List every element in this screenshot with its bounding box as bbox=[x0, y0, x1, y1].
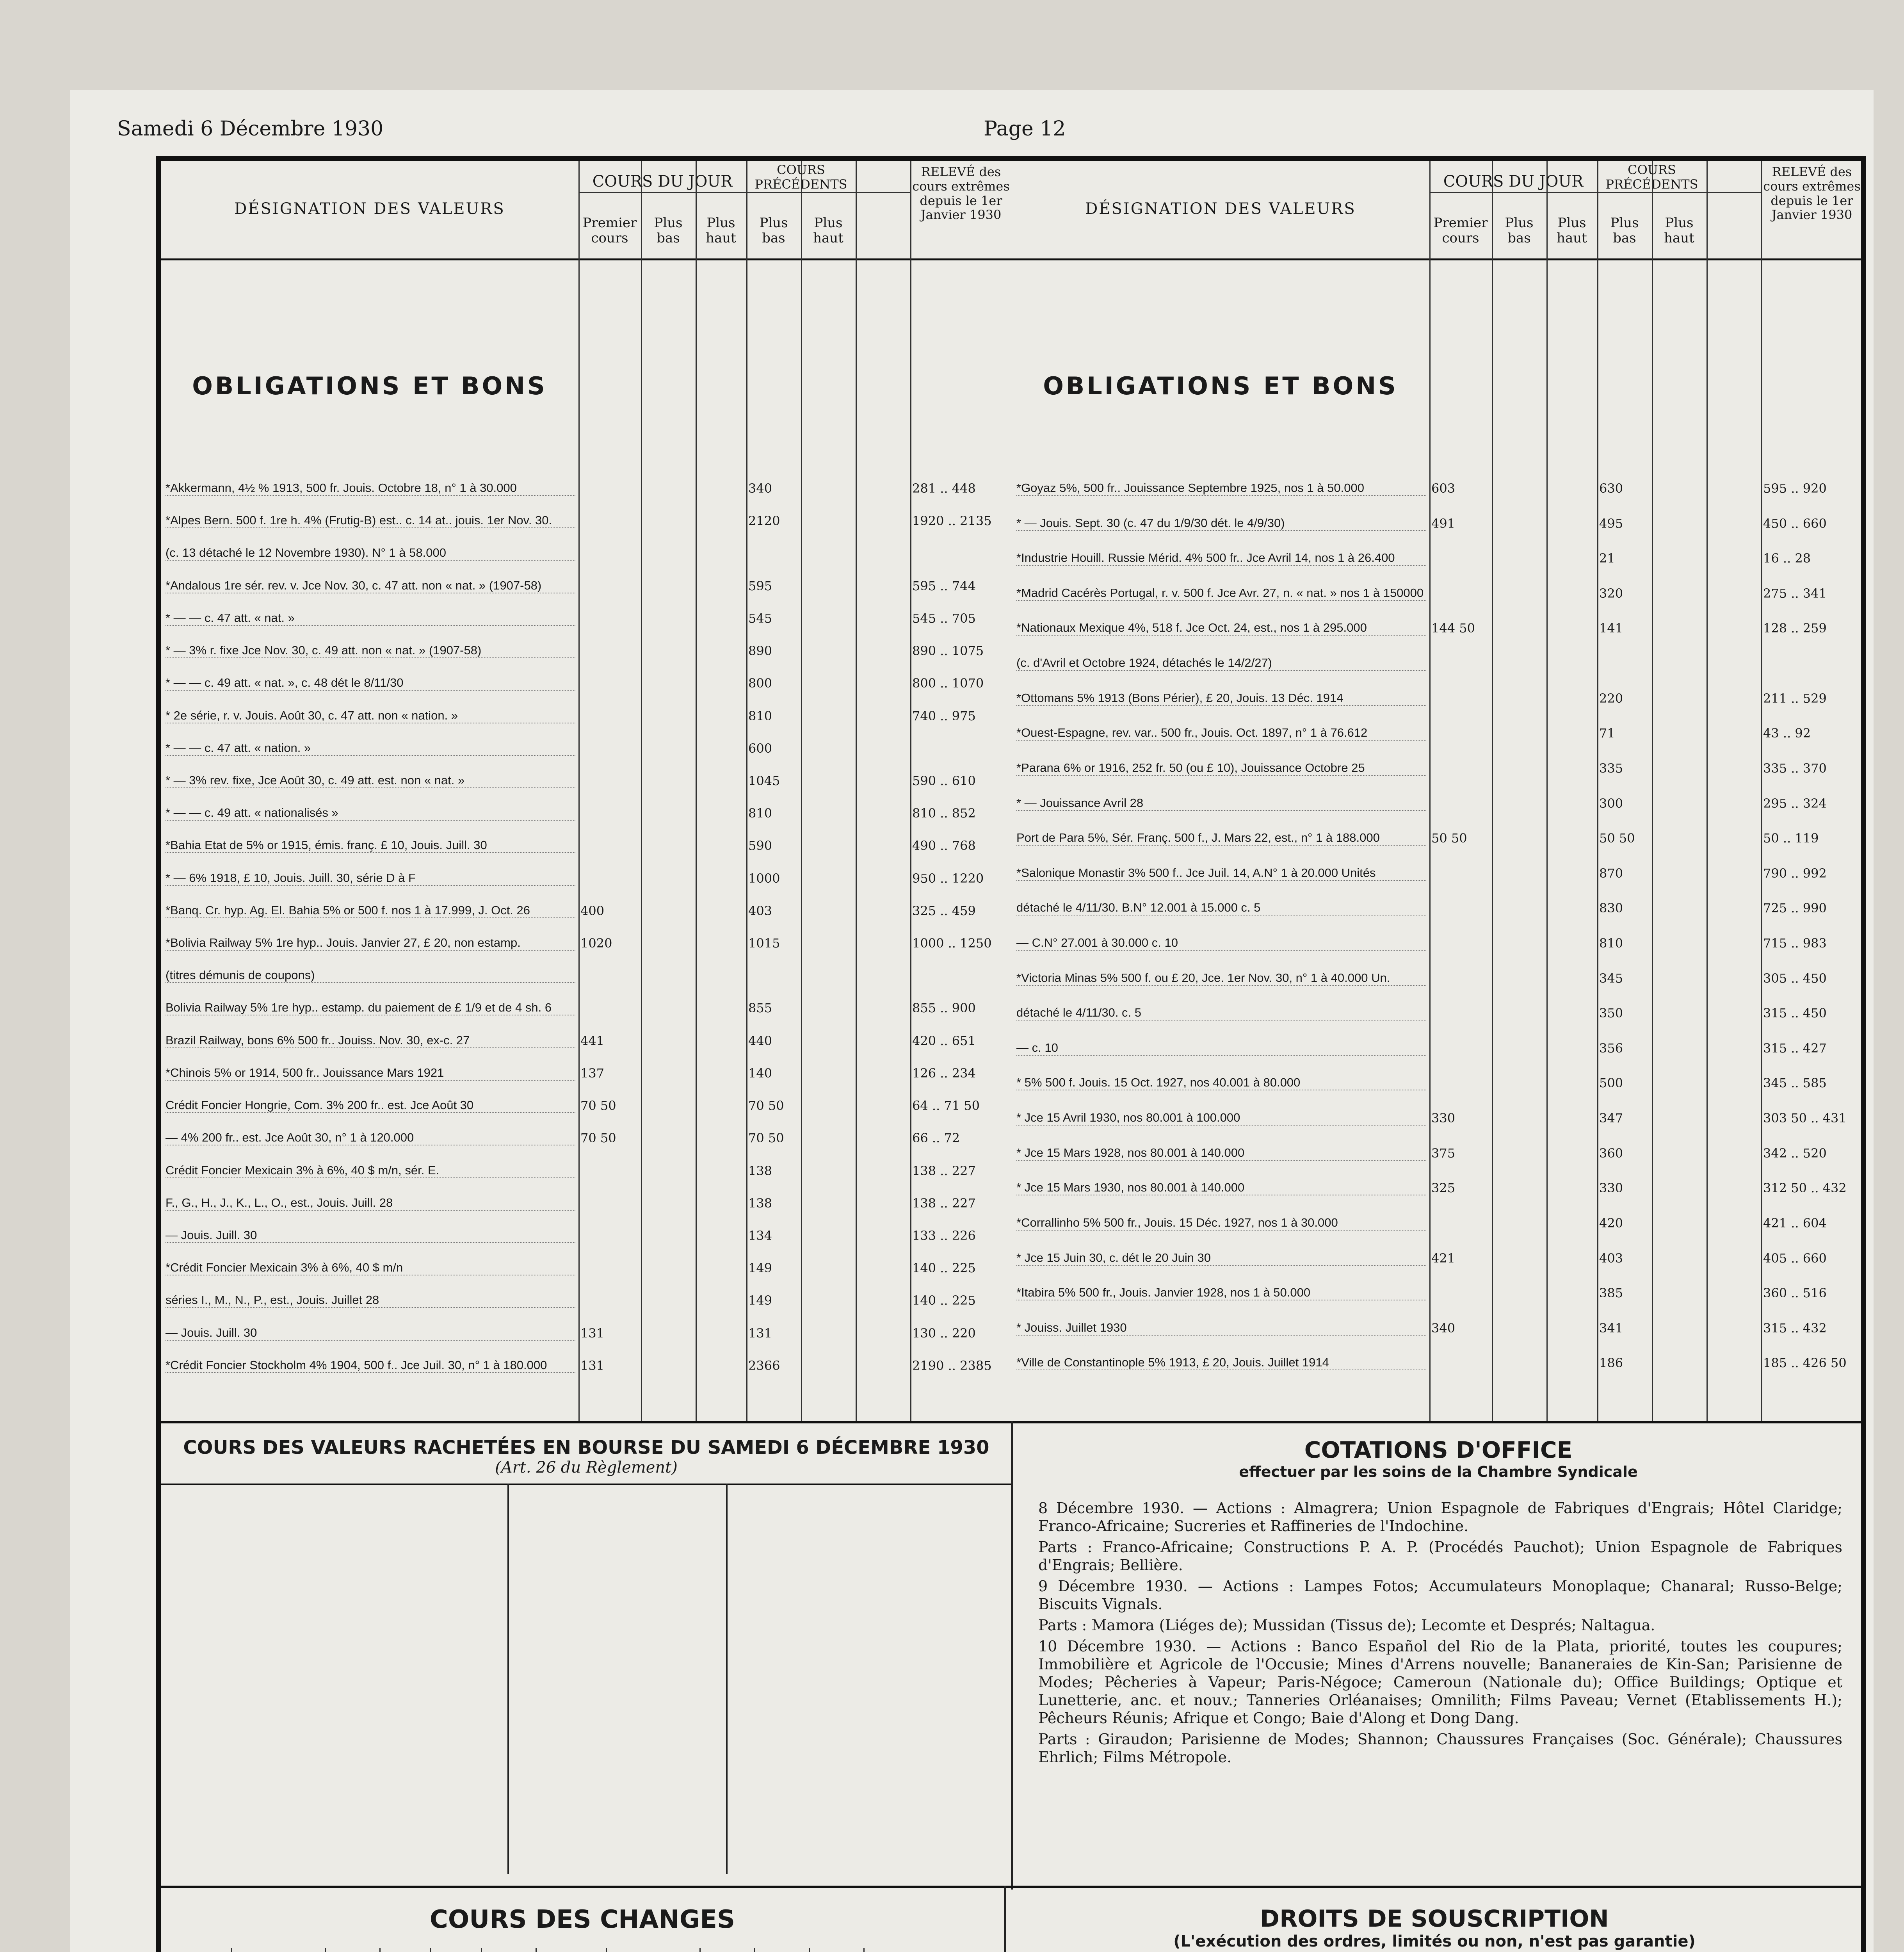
table-row-cours-prec: 403 bbox=[1599, 1250, 1623, 1266]
table-row-name: *Andalous 1re sér. rev. v. Jce Nov. 30, c. 47 att. non « nat. » (1907-58) bbox=[165, 579, 575, 593]
column-rule bbox=[1429, 161, 1431, 1422]
cotation-line: 8 Décembre 1930. — Actions : Almagrera; Union Espagnole de Fabriques d'Engrais; Hôtel Claridge; Franco-Africaine; Sucreries et Raffineries de l'Indochine. bbox=[1038, 1500, 1842, 1535]
table-row-cours-prec: 140 bbox=[748, 1065, 772, 1081]
divider bbox=[507, 1484, 509, 1874]
table-row-releve: 138 .. 227 bbox=[912, 1195, 976, 1211]
table-row-name: F., G., H., J., K., L., O., est., Jouis. Juill. 28 bbox=[165, 1196, 575, 1211]
table-row-cours-prec: 830 bbox=[1599, 901, 1623, 916]
table-row-name: Brazil Railway, bons 6% 500 fr.. Jouiss. Nov. 30, ex-c. 27 bbox=[165, 1033, 575, 1048]
header-rule bbox=[1597, 192, 1761, 193]
table-row-releve: 16 .. 28 bbox=[1763, 551, 1811, 566]
table-row-name: — C.N° 27.001 à 30.000 c. 10 bbox=[1016, 936, 1426, 951]
obligations-right-table bbox=[1012, 161, 1863, 1422]
table-row-cours-prec: 545 bbox=[748, 611, 772, 626]
cotation-line: 9 Décembre 1930. — Actions : Lampes Fotos; Accumulateurs Monoplaque; Chanaral; Russo-Belge; Biscuits Vignals. bbox=[1038, 1578, 1842, 1613]
table-row-releve: 1920 .. 2135 bbox=[912, 513, 992, 529]
table-row-cours-prec: 356 bbox=[1599, 1040, 1623, 1056]
cours-precedents-header: COURS PRÉCÉDENTS bbox=[754, 162, 847, 192]
divider bbox=[161, 1484, 1012, 1485]
table-row-cours-prec: 420 bbox=[1599, 1215, 1623, 1231]
column-rule bbox=[801, 161, 802, 1422]
table-row-name: *Ottomans 5% 1913 (Bons Périer), £ 20, Jouis. 13 Déc. 1914 bbox=[1016, 691, 1426, 706]
table-row-cours-prec: 138 bbox=[748, 1163, 772, 1178]
header-rule bbox=[578, 192, 746, 193]
table-row-name: (titres démunis de coupons) bbox=[165, 968, 575, 983]
table-row-releve: 450 .. 660 bbox=[1763, 516, 1827, 531]
plus-bas-header: Plus bas bbox=[1505, 215, 1534, 246]
table-row-name: (c. d'Avril et Octobre 1924, détachés le 14/2/27) bbox=[1016, 656, 1426, 671]
table-row-premier: 375 bbox=[1431, 1145, 1456, 1161]
table-row-releve: 725 .. 990 bbox=[1763, 901, 1827, 916]
table-row-releve: 315 .. 450 bbox=[1763, 1006, 1827, 1021]
rachetees-subtitle: (Art. 26 du Règlement) bbox=[495, 1459, 678, 1476]
table-row-releve: 890 .. 1075 bbox=[912, 643, 984, 659]
table-row-releve: 133 .. 226 bbox=[912, 1228, 976, 1243]
column-rule bbox=[536, 1948, 537, 1952]
table-row-name: * Jce 15 Mars 1928, nos 80.001 à 140.000 bbox=[1016, 1146, 1426, 1161]
table-row-name: *Itabira 5% 500 fr., Jouis. Janvier 1928, nos 1 à 50.000 bbox=[1016, 1286, 1426, 1300]
table-row-releve: 43 .. 92 bbox=[1763, 726, 1811, 741]
souscription-heading: DROITS DE SOUSCRIPTION bbox=[1260, 1905, 1609, 1932]
table-row-cours-prec: 50 50 bbox=[1599, 831, 1635, 846]
prec-plus-bas-header: Plus bas bbox=[759, 215, 788, 246]
table-row-premier: 491 bbox=[1431, 516, 1456, 531]
table-row-cours-prec: 71 bbox=[1599, 726, 1615, 741]
table-row-cours-prec: 2366 bbox=[748, 1358, 780, 1373]
table-row-cours-prec: 131 bbox=[748, 1325, 772, 1341]
table-row-premier: 340 bbox=[1431, 1320, 1456, 1336]
table-row-name: Bolivia Railway 5% 1re hyp.. estamp. du paiement de £ 1/9 et de 4 sh. 6 bbox=[165, 1001, 575, 1015]
table-row-name: *Salonique Monastir 3% 500 f.. Jce Juil. 14, A.N° 1 à 20.000 Unités bbox=[1016, 866, 1426, 881]
table-row-name: détaché le 4/11/30. B.N° 12.001 à 15.000 c. 5 bbox=[1016, 901, 1426, 915]
column-rule bbox=[379, 1948, 381, 1952]
table-row-cours-prec: 2120 bbox=[748, 513, 780, 529]
table-row-name: * 5% 500 f. Jouis. 15 Oct. 1927, nos 40.001 à 80.000 bbox=[1016, 1076, 1426, 1090]
table-row-releve: 855 .. 900 bbox=[912, 1001, 976, 1016]
column-rule bbox=[1597, 161, 1598, 1422]
table-row-premier: 131 bbox=[580, 1325, 605, 1341]
table-row-releve: 211 .. 529 bbox=[1763, 691, 1827, 706]
table-row-releve: 2190 .. 2385 bbox=[912, 1358, 992, 1373]
column-rule bbox=[863, 1948, 865, 1952]
table-row-name: * Jce 15 Avril 1930, nos 80.001 à 100.000 bbox=[1016, 1111, 1426, 1126]
cotation-line: Parts : Giraudon; Parisienne de Modes; Shannon; Chaussures Françaises (Soc. Générale); Chaussures Ehrlich; Films Métropole. bbox=[1038, 1731, 1842, 1766]
table-row-releve: 342 .. 520 bbox=[1763, 1145, 1827, 1161]
table-row-releve: 715 .. 983 bbox=[1763, 936, 1827, 951]
prec-plus-haut-header: Plus haut bbox=[1664, 215, 1694, 246]
table-row-cours-prec: 810 bbox=[748, 708, 772, 723]
table-row-name: *Parana 6% or 1916, 252 fr. 50 (ou £ 10), Jouissance Octobre 25 bbox=[1016, 761, 1426, 776]
section-title: OBLIGATIONS ET BONS bbox=[1043, 372, 1398, 400]
table-row-releve: 810 .. 852 bbox=[912, 806, 976, 821]
cotations-title bbox=[1015, 1437, 1862, 1480]
plus-haut-header: Plus haut bbox=[706, 215, 736, 246]
table-row-name: — c. 10 bbox=[1016, 1041, 1426, 1056]
table-row-releve: 545 .. 705 bbox=[912, 611, 976, 626]
table-row-name: *Crédit Foncier Stockholm 4% 1904, 500 f.. Jce Juil. 30, n° 1 à 180.000 bbox=[165, 1358, 575, 1373]
designation-header: DÉSIGNATION DES VALEURS bbox=[234, 200, 505, 218]
table-row-releve: 126 .. 234 bbox=[912, 1065, 976, 1081]
table-row-premier: 70 50 bbox=[580, 1098, 616, 1113]
releve-header: RELEVÉ des cours extrêmes depuis le 1er Janvier 1930 bbox=[912, 164, 1010, 223]
table-row-cours-prec: 855 bbox=[748, 1001, 772, 1016]
table-row-cours-prec: 870 bbox=[1599, 866, 1623, 881]
column-rule bbox=[1546, 161, 1548, 1422]
table-row-cours-prec: 320 bbox=[1599, 586, 1623, 601]
table-row-cours-prec: 335 bbox=[1599, 760, 1623, 776]
column-rule bbox=[1652, 161, 1653, 1422]
table-row-name: *Alpes Bern. 500 f. 1re h. 4% (Frutig-B) est.. c. 14 at.. jouis. 1er Nov. 30. bbox=[165, 513, 575, 528]
souscription-subtitle: (L'exécution des ordres, limités ou non, n'est pas garantie) bbox=[1173, 1932, 1696, 1950]
table-row-name: * — — c. 47 att. « nat. » bbox=[165, 611, 575, 626]
table-row-releve: 138 .. 227 bbox=[912, 1163, 976, 1178]
table-row-name: séries I., M., N., P., est., Jouis. Juillet 28 bbox=[165, 1293, 575, 1308]
table-row-releve: 595 .. 744 bbox=[912, 578, 976, 593]
table-row-name: — Jouis. Juill. 30 bbox=[165, 1326, 575, 1341]
table-row-releve: 360 .. 516 bbox=[1763, 1286, 1827, 1301]
table-row-cours-prec: 134 bbox=[748, 1228, 772, 1243]
table-row-cours-prec: 138 bbox=[748, 1195, 772, 1211]
table-row-cours-prec: 350 bbox=[1599, 1006, 1623, 1021]
table-row-cours-prec: 500 bbox=[1599, 1076, 1623, 1091]
table-row-name: *Banq. Cr. hyp. Ag. El. Bahia 5% or 500 f. nos 1 à 17.999, J. Oct. 26 bbox=[165, 903, 575, 918]
plus-haut-header: Plus haut bbox=[1557, 215, 1587, 246]
table-row-releve: 275 .. 341 bbox=[1763, 586, 1827, 601]
table-row-premier: 131 bbox=[580, 1358, 605, 1373]
cotation-line: 10 Décembre 1930. — Actions : Banco Español del Rio de la Plata, priorité, toutes les coupures; Immobilière et Agricole de l'Occusie; Mines d'Arrens nouvelle; Bananeraies de Kin-San; Parisienne de Modes; Pêcheries à Vapeur; Paris-Négoce; Cameroun (Nationale du); Office Buildings; Optique et Lunetterie, anc. et nouv.; Tanneries Orléanaises; Omnilith; Films Paveau; Vernet (Etablissements H.); Pêcheurs Réunis; Afrique et Congo; Baie d'Along et Dong Dang. bbox=[1038, 1638, 1842, 1727]
column-rule bbox=[856, 161, 857, 1422]
premier-header: Premier cours bbox=[582, 215, 637, 246]
table-row-name: * Jouiss. Juillet 1930 bbox=[1016, 1321, 1426, 1336]
table-row-releve: 325 .. 459 bbox=[912, 903, 976, 918]
table-row-premier: 441 bbox=[580, 1033, 605, 1048]
table-row-cours-prec: 330 bbox=[1599, 1181, 1623, 1196]
table-row-cours-prec: 440 bbox=[748, 1033, 772, 1048]
table-row-cours-prec: 1045 bbox=[748, 773, 780, 788]
table-row-releve: 595 .. 920 bbox=[1763, 481, 1827, 496]
page-header bbox=[117, 109, 1795, 156]
table-row-name: *Goyaz 5%, 500 fr.. Jouissance Septembre 1925, nos 1 à 50.000 bbox=[1016, 481, 1426, 496]
table-row-name: * — — c. 47 att. « nation. » bbox=[165, 741, 575, 756]
column-rule bbox=[641, 161, 642, 1422]
column-rule bbox=[578, 161, 580, 1422]
table-row-name: *Madrid Cacérès Portugal, r. v. 500 f. Jce Avr. 27, n. « nat. » nos 1 à 150000 bbox=[1016, 586, 1426, 601]
header-rule bbox=[746, 192, 910, 193]
table-row-name: (c. 13 détaché le 12 Novembre 1930). N° 1 à 58.000 bbox=[165, 546, 575, 561]
column-rule bbox=[606, 1948, 607, 1952]
column-rule bbox=[1761, 161, 1762, 1422]
table-row-name: * — 3% rev. fixe, Jce Août 30, c. 49 att. est. non « nat. » bbox=[165, 773, 575, 788]
table-row-name: *Crédit Foncier Mexicain 3% à 6%, 40 $ m/n bbox=[165, 1261, 575, 1275]
table-row-releve: 1000 .. 1250 bbox=[912, 936, 992, 951]
designation-header: DÉSIGNATION DES VALEURS bbox=[1085, 200, 1356, 218]
column-rule bbox=[231, 1948, 232, 1952]
table-row-name: Crédit Foncier Mexicain 3% à 6%, 40 $ m/n, sér. E. bbox=[165, 1163, 575, 1178]
table-row-cours-prec: 186 bbox=[1599, 1355, 1623, 1371]
table-row-cours-prec: 360 bbox=[1599, 1145, 1623, 1161]
table-row-releve: 335 .. 370 bbox=[1763, 760, 1827, 776]
table-row-cours-prec: 345 bbox=[1599, 971, 1623, 986]
table-row-releve: 305 .. 450 bbox=[1763, 971, 1827, 986]
table-row-releve: 315 .. 427 bbox=[1763, 1040, 1827, 1056]
table-row-name: * — Jouissance Avril 28 bbox=[1016, 796, 1426, 811]
column-rule bbox=[481, 1948, 482, 1952]
cotation-line: Parts : Franco-Africaine; Constructions P. A. P. (Procédés Pauchot); Union Espagnole de Fabriques d'Engrais; Bellière. bbox=[1038, 1539, 1842, 1574]
table-row-name: — Jouis. Juill. 30 bbox=[165, 1228, 575, 1243]
table-row-cours-prec: 385 bbox=[1599, 1286, 1623, 1301]
divider bbox=[161, 1886, 1863, 1888]
table-row-releve: 130 .. 220 bbox=[912, 1325, 976, 1341]
column-rule bbox=[754, 1948, 755, 1952]
table-row-releve: 740 .. 975 bbox=[912, 708, 976, 723]
table-row-name: détaché le 4/11/30. c. 5 bbox=[1016, 1006, 1426, 1021]
divider bbox=[1011, 1421, 1013, 1890]
plus-bas-header: Plus bas bbox=[654, 215, 683, 246]
table-row-premier: 400 bbox=[580, 903, 605, 918]
table-row-releve: 128 .. 259 bbox=[1763, 621, 1827, 636]
table-row-cours-prec: 347 bbox=[1599, 1111, 1623, 1126]
souscription-title bbox=[1007, 1905, 1862, 1950]
table-row-releve: 420 .. 651 bbox=[912, 1033, 976, 1048]
table-row-cours-prec: 630 bbox=[1599, 481, 1623, 496]
table-row-cours-prec: 220 bbox=[1599, 691, 1623, 706]
obligations-left-table bbox=[161, 161, 1012, 1422]
header-rule bbox=[161, 258, 1012, 260]
column-rule bbox=[325, 1948, 326, 1952]
cotations-subtitle: effectuer par les soins de la Chambre Syndicale bbox=[1239, 1463, 1638, 1480]
table-row-releve: 590 .. 610 bbox=[912, 773, 976, 788]
table-row-releve: 421 .. 604 bbox=[1763, 1215, 1827, 1231]
table-row-cours-prec: 810 bbox=[1599, 936, 1623, 951]
table-row-name: * Jce 15 Juin 30, c. dét le 20 Juin 30 bbox=[1016, 1251, 1426, 1266]
cotation-line: Parts : Mamora (Liéges de); Mussidan (Tissus de); Lecomte et Després; Naltagua. bbox=[1038, 1617, 1655, 1634]
table-row-cours-prec: 21 bbox=[1599, 551, 1615, 566]
cours-du-jour-header: COURS DU JOUR bbox=[1443, 173, 1584, 191]
table-row-cours-prec: 149 bbox=[748, 1293, 772, 1308]
table-row-name: *Ouest-Espagne, rev. var.. 500 fr., Jouis. Oct. 1897, n° 1 à 76.612 bbox=[1016, 726, 1426, 741]
prec-plus-haut-header: Plus haut bbox=[813, 215, 843, 246]
table-row-premier: 144 50 bbox=[1431, 621, 1475, 636]
table-row-cours-prec: 300 bbox=[1599, 796, 1623, 811]
table-row-cours-prec: 340 bbox=[748, 481, 772, 496]
table-row-premier: 70 50 bbox=[580, 1131, 616, 1146]
table-row-cours-prec: 403 bbox=[748, 903, 772, 918]
column-rule bbox=[809, 1948, 810, 1952]
divider bbox=[1004, 1886, 1006, 1952]
table-row-name: *Bahia Etat de 5% or 1915, émis. franç. £ 10, Jouis. Juill. 30 bbox=[165, 838, 575, 853]
table-row-releve: 185 .. 426 50 bbox=[1763, 1355, 1847, 1371]
prec-plus-bas-header: Plus bas bbox=[1610, 215, 1639, 246]
page-number: Page 12 bbox=[984, 117, 1066, 141]
table-row-name: * — 3% r. fixe Jce Nov. 30, c. 49 att. non « nat. » (1907-58) bbox=[165, 643, 575, 658]
table-row-premier: 325 bbox=[1431, 1181, 1456, 1196]
table-row-releve: 140 .. 225 bbox=[912, 1261, 976, 1276]
table-row-premier: 50 50 bbox=[1431, 831, 1467, 846]
table-row-cours-prec: 600 bbox=[748, 741, 772, 756]
premier-header: Premier cours bbox=[1433, 215, 1488, 246]
table-row-name: *Industrie Houill. Russie Mérid. 4% 500 fr.. Jce Avril 14, nos 1 à 26.400 bbox=[1016, 551, 1426, 566]
table-row-name: *Akkermann, 4½ % 1913, 500 fr. Jouis. Octobre 18, n° 1 à 30.000 bbox=[165, 481, 575, 496]
header-rule bbox=[1012, 258, 1863, 260]
divider bbox=[726, 1484, 728, 1874]
table-row-cours-prec: 595 bbox=[748, 578, 772, 593]
table-row-name: * 2e série, r. v. Jouis. Août 30, c. 47 att. non « nation. » bbox=[165, 709, 575, 723]
table-row-releve: 800 .. 1070 bbox=[912, 676, 984, 691]
table-row-name: *Chinois 5% or 1914, 500 fr.. Jouissance Mars 1921 bbox=[165, 1066, 575, 1081]
releve-header: RELEVÉ des cours extrêmes depuis le 1er Janvier 1930 bbox=[1763, 164, 1861, 223]
table-row-name: *Bolivia Railway 5% 1re hyp.. Jouis. Janvier 27, £ 20, non estamp. bbox=[165, 936, 575, 951]
table-row-cours-prec: 590 bbox=[748, 838, 772, 853]
table-row-cours-prec: 149 bbox=[748, 1261, 772, 1276]
changes-table bbox=[161, 1948, 1004, 1952]
table-row-premier: 137 bbox=[580, 1065, 605, 1081]
header-rule bbox=[1429, 192, 1597, 193]
changes-title: COURS DES CHANGES bbox=[429, 1905, 735, 1934]
table-row-premier: 421 bbox=[1431, 1250, 1456, 1266]
table-row-releve: 66 .. 72 bbox=[912, 1131, 960, 1146]
column-rule bbox=[1492, 161, 1493, 1422]
table-row-name: *Ville de Constantinople 5% 1913, £ 20, Jouis. Juillet 1914 bbox=[1016, 1355, 1426, 1370]
column-rule bbox=[696, 161, 697, 1422]
table-row-name: *Corrallinho 5% 500 fr., Jouis. 15 Déc. 1927, nos 1 à 30.000 bbox=[1016, 1216, 1426, 1231]
table-row-cours-prec: 1000 bbox=[748, 871, 780, 886]
table-row-name: * — — c. 49 att. « nat. », c. 48 dét le 8/11/30 bbox=[165, 676, 575, 691]
table-row-releve: 50 .. 119 bbox=[1763, 831, 1819, 846]
cotations-body bbox=[1038, 1499, 1842, 1769]
table-row-cours-prec: 800 bbox=[748, 676, 772, 691]
table-row-releve: 315 .. 432 bbox=[1763, 1320, 1827, 1336]
table-row-releve: 312 50 .. 432 bbox=[1763, 1181, 1847, 1196]
table-row-cours-prec: 70 50 bbox=[748, 1098, 784, 1113]
table-row-releve: 790 .. 992 bbox=[1763, 866, 1827, 881]
header-date: Samedi 6 Décembre 1930 bbox=[117, 117, 384, 141]
table-row-name: * Jce 15 Mars 1930, nos 80.001 à 140.000 bbox=[1016, 1181, 1426, 1195]
column-rule bbox=[699, 1948, 701, 1952]
table-row-name: *Nationaux Mexique 4%, 518 f. Jce Oct. 24, est., nos 1 à 295.000 bbox=[1016, 621, 1426, 636]
cours-precedents-header: COURS PRÉCÉDENTS bbox=[1605, 162, 1698, 192]
table-row-releve: 281 .. 448 bbox=[912, 481, 976, 496]
table-row-name: Crédit Foncier Hongrie, Com. 3% 200 fr.. est. Jce Août 30 bbox=[165, 1098, 575, 1113]
table-row-name: — 4% 200 fr.. est. Jce Août 30, n° 1 à 120.000 bbox=[165, 1131, 575, 1145]
table-row-cours-prec: 495 bbox=[1599, 516, 1623, 531]
table-row-releve: 950 .. 1220 bbox=[912, 871, 984, 886]
table-row-cours-prec: 810 bbox=[748, 806, 772, 821]
table-row-cours-prec: 70 50 bbox=[748, 1131, 784, 1146]
column-rule bbox=[910, 161, 911, 1422]
table-row-releve: 490 .. 768 bbox=[912, 838, 976, 853]
column-rule bbox=[746, 161, 747, 1422]
table-row-cours-prec: 141 bbox=[1599, 621, 1623, 636]
table-row-name: *Victoria Minas 5% 500 f. ou £ 20, Jce. 1er Nov. 30, n° 1 à 40.000 Un. bbox=[1016, 971, 1426, 986]
table-row-premier: 1020 bbox=[580, 936, 612, 951]
table-row-cours-prec: 341 bbox=[1599, 1320, 1623, 1336]
table-row-releve: 405 .. 660 bbox=[1763, 1250, 1827, 1266]
table-row-releve: 295 .. 324 bbox=[1763, 796, 1827, 811]
table-row-premier: 330 bbox=[1431, 1111, 1456, 1126]
rachetees-title bbox=[161, 1437, 1012, 1476]
table-row-name: * — 6% 1918, £ 10, Jouis. Juill. 30, série D à F bbox=[165, 871, 575, 886]
cotations-heading: COTATIONS D'OFFICE bbox=[1304, 1437, 1573, 1463]
table-row-cours-prec: 890 bbox=[748, 643, 772, 659]
table-row-releve: 140 .. 225 bbox=[912, 1293, 976, 1308]
section-title: OBLIGATIONS ET BONS bbox=[192, 372, 547, 400]
column-rule bbox=[430, 1948, 431, 1952]
rachetees-heading: COURS DES VALEURS RACHETÉES EN BOURSE DU SAMEDI 6 DÉCEMBRE 1930 bbox=[183, 1437, 989, 1459]
cours-du-jour-header: COURS DU JOUR bbox=[592, 173, 733, 191]
column-rule bbox=[1706, 161, 1708, 1422]
table-row-premier: 603 bbox=[1431, 481, 1456, 496]
table-row-name: * — — c. 49 att. « nationalisés » bbox=[165, 806, 575, 821]
table-row-releve: 303 50 .. 431 bbox=[1763, 1111, 1847, 1126]
table-row-name: Port de Para 5%, Sér. Franç. 500 f., J. Mars 22, est., n° 1 à 188.000 bbox=[1016, 831, 1426, 846]
table-row-name: * — Jouis. Sept. 30 (c. 47 du 1/9/30 dét. le 4/9/30) bbox=[1016, 516, 1426, 531]
table-row-cours-prec: 1015 bbox=[748, 936, 780, 951]
table-row-releve: 64 .. 71 50 bbox=[912, 1098, 980, 1113]
table-row-releve: 345 .. 585 bbox=[1763, 1076, 1827, 1091]
